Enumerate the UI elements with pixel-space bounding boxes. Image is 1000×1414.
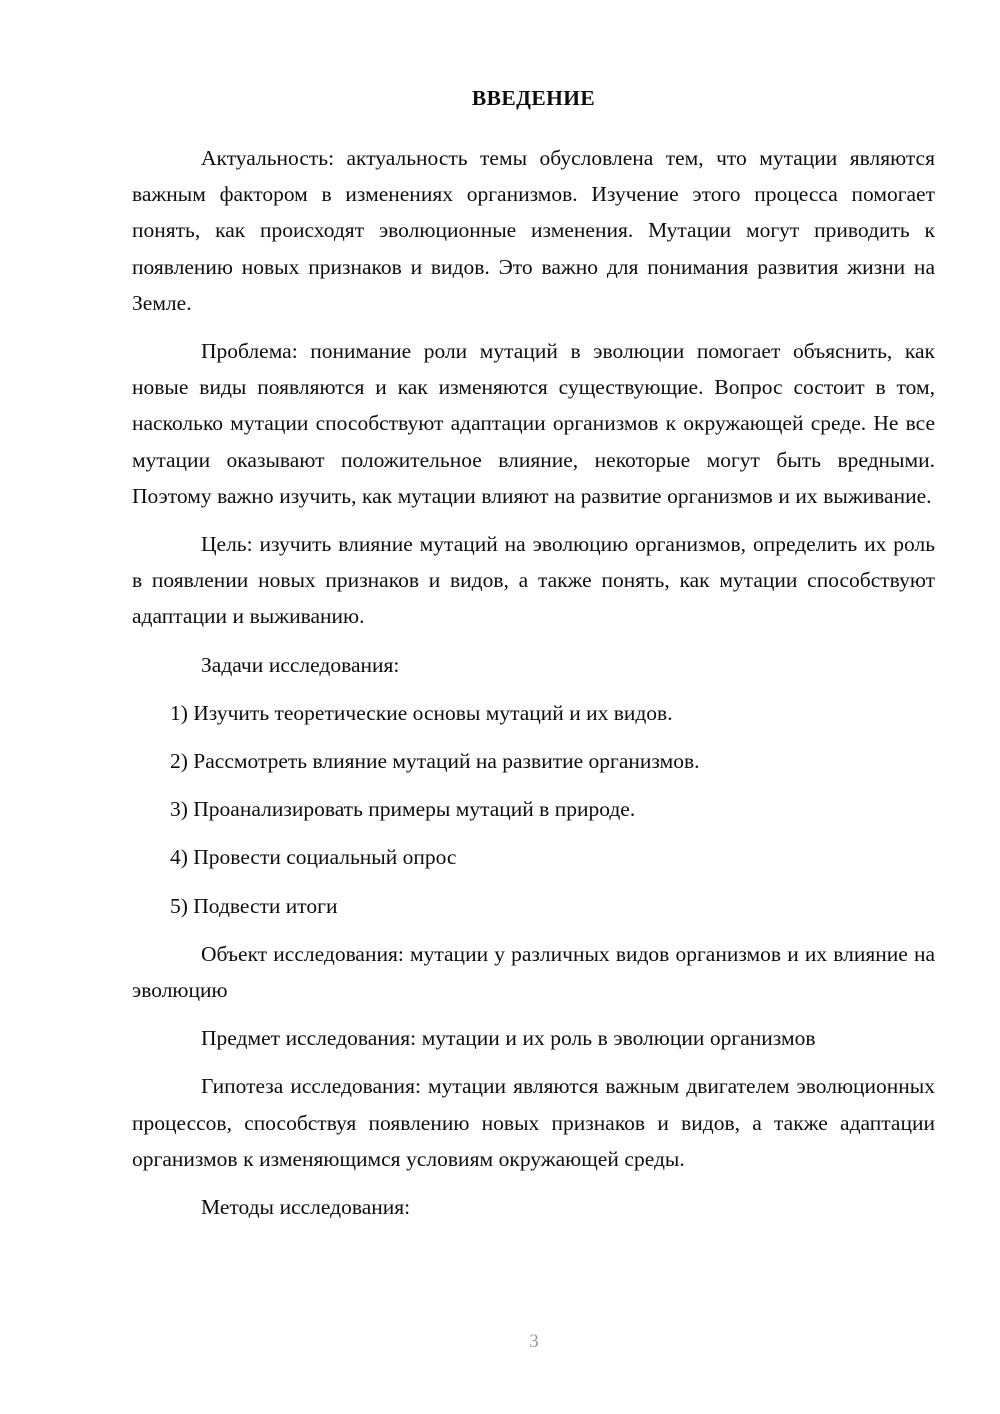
page-title: ВВЕДЕНИЕ <box>471 86 596 110</box>
list-item: 2) Рассмотреть влияние мутаций на развитие организмов. <box>170 749 700 774</box>
paragraph-goal: Цель: изучить влияние мутаций на эволюцию организмов, определить их роль в появлении новых признаков и видов, а также понять, как мутации способствуют адаптации и выживанию. <box>132 532 935 629</box>
tasks-list <box>132 695 935 924</box>
list-item: 4) Провести социальный опрос <box>170 845 457 870</box>
list-item: 3) Проанализировать примеры мутаций в природе. <box>170 797 636 822</box>
paragraph-object: Объект исследования: мутации у различных видов организмов и их влияние на эволюцию <box>132 941 935 1003</box>
paragraph-subject: Предмет исследования: мутации и их роль в эволюции организмов <box>201 1026 816 1051</box>
list-item: 1) Изучить теоретические основы мутаций и их видов. <box>170 700 673 725</box>
paragraph-relevance: Актуальность: актуальность темы обусловлена тем, что мутации являются важным фактором в изменениях организмов. Изучение этого процесса помогает понять, как происходят эволюционные изменения. Мутации могут приводить к появлению новых признаков и видов. Это важно для понимания развития жизни на Земле. <box>132 146 935 315</box>
heading-methods: Методы исследования: <box>201 1195 411 1220</box>
paragraph-hypothesis: Гипотеза исследования: мутации являются важным двигателем эволюционных процессов, способствуя появлению новых признаков и видов, а также адаптации организмов к изменяющимся условиям окружающей среды. <box>132 1074 935 1171</box>
heading-tasks: Задачи исследования: <box>201 652 400 677</box>
document-body <box>132 84 935 1237</box>
list-item: 5) Подвести итоги <box>170 893 338 918</box>
page-number: 3 <box>529 1331 539 1352</box>
paragraph-problem: Проблема: понимание роли мутаций в эволюции помогает объяснить, как новые виды появляются и как изменяются существующие. Вопрос состоит в том, насколько мутации способствуют адаптации организмов к окружающей среде. Не все мутации оказывают положительное влияние, некоторые могут быть вредными. Поэтому важно изучить, как мутации влияют на развитие организмов и их выживание. <box>132 339 935 508</box>
